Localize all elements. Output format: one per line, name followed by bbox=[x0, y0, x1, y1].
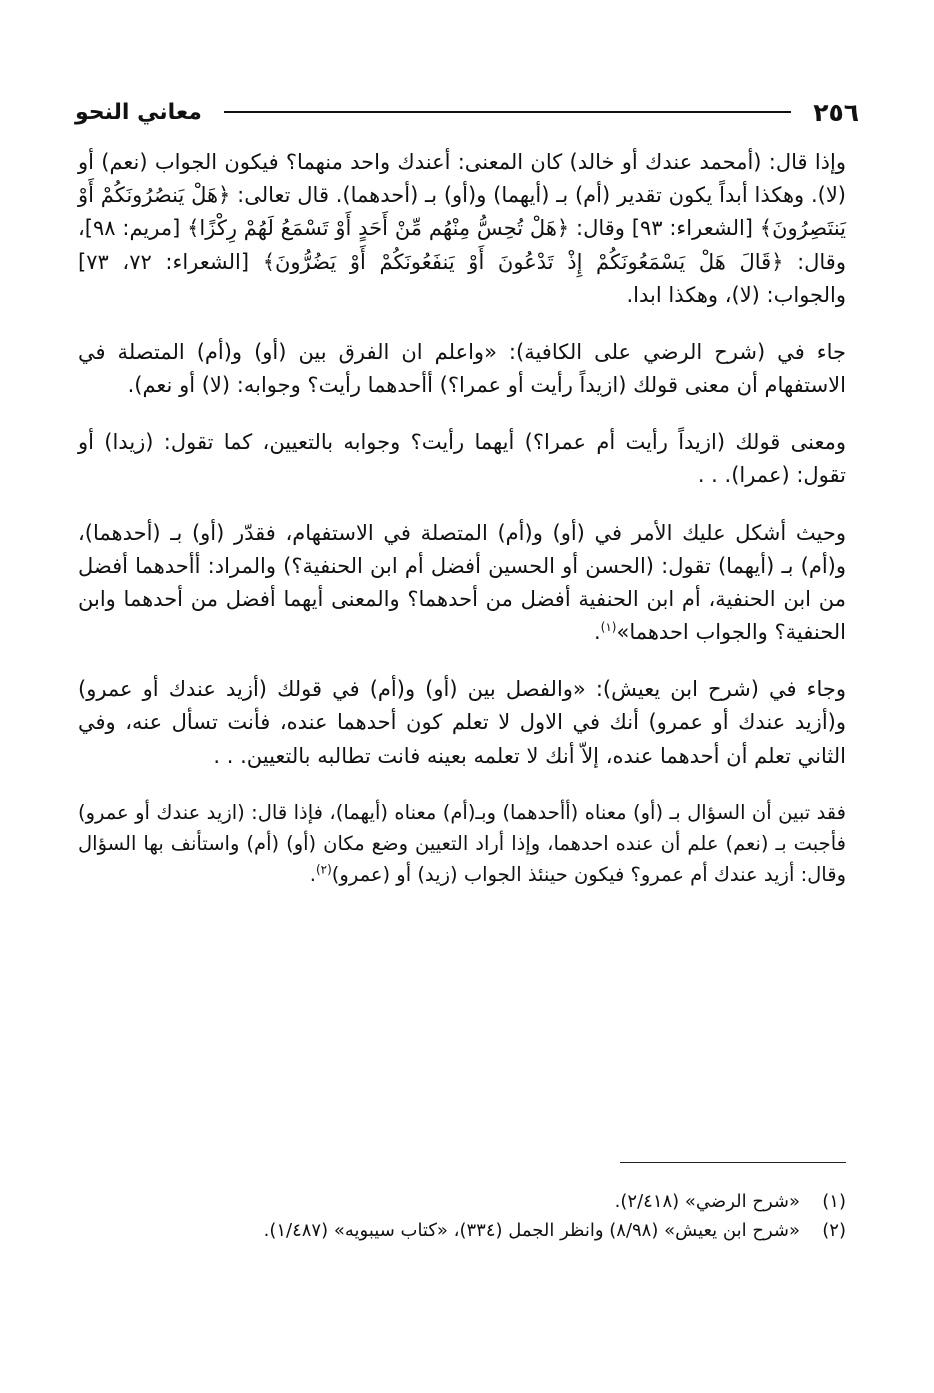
paragraph bbox=[78, 426, 846, 492]
paragraph-text: وإذا قال: (أمحمد عندك أو خالد) كان المعنى: أعندك واحد منهما؟ فيكون الجواب (نعم) أو (لا). وهكذا أبداً يكون تقدير (أم) بـ (أيهما) و(أو) بـ (أحدهما). قال تعالى: ﴿هَلْ يَنصُرُونَكُمْ أَوْ يَنتَصِرُونَ﴾ [الشعراء: ٩٣] وقال: ﴿هَلْ تُحِسُّ مِنْهُم مِّنْ أَحَدٍ أَوْ تَسْمَعُ لَهُمْ رِكْزًا﴾ [مريم: ٩٨]، وقال: ﴿قَالَ هَلْ يَسْمَعُونَكُمْ إِذْ تَدْعُونَ أَوْ يَنفَعُونَكُمْ أَوْ يَضُرُّونَ﴾ [الشعراء: ٧٢، ٧٣] والجواب: (لا)، وهكذا ابدا. bbox=[78, 150, 846, 307]
paragraph: وحيث أشكل عليك الأمر في (أو) و(أم) المتصلة في الاستفهام، فقدّر (أو) بـ (أحدهما)، و(أم) بـ (أيهما) تقول: (الحسن أو الحسين أفضل أم ابن الحنفية؟) والمراد: أأحدهما أفضل من ابن الحنفية، أم ابن الحنفية أفضل من أحدهما؟ والمعنى أيهما أفضل من أحدهما وابن الحنفية؟ والجواب احدهما»$^{(١)}$. bbox=[78, 520, 846, 645]
footnote-number: (١) bbox=[822, 1191, 846, 1212]
footnote-separator bbox=[620, 1162, 846, 1163]
page-number: ٢٥٦ bbox=[813, 97, 859, 127]
paragraph bbox=[78, 673, 846, 773]
main-content bbox=[78, 146, 846, 914]
footnote-text: «شرح ابن يعيش» (٨/٩٨) وانظر الجمل (٣٣٤)، «كتاب سيبويه» (١/٤٨٧). bbox=[263, 1219, 800, 1241]
footnote-marker: (٢) bbox=[315, 862, 332, 877]
page-header bbox=[75, 92, 859, 132]
paragraph-text: جاء في (شرح الرضي على الكافية): «واعلم ان الفرق بين (أو) و(أم) المتصلة في الاستفهام أن معنى قولك (ازيداً رأيت أو عمرا؟) أأحدهما رأيت؟ وجوابه: (لا) أو نعم). bbox=[78, 339, 846, 398]
paragraph-text: وحيث أشكل عليك الأمر في (أو) و(أم) المتصلة في الاستفهام، فقدّر (أو) بـ (أحدهما)، و(أم) بـ (أيهما) تقول: (الحسن أو الحسين أفضل أم ابن الحنفية؟) والمراد: أأحدهما أفضل من ابن الحنفية، أم ابن الحنفية أفضل من أحدهما؟ والمعنى أيهما أفضل من أحدهما وابن الحنفية؟ والجواب احدهما» bbox=[78, 520, 846, 645]
paragraph-text: ومعنى قولك (ازيداً رأيت أم عمرا؟) أيهما رأيت؟ وجوابه بالتعيين، كما تقول: (زيدا) أو تقول: (عمرا). . . bbox=[78, 430, 846, 488]
footnote bbox=[78, 1188, 846, 1217]
header-rule bbox=[224, 111, 791, 113]
paragraph bbox=[78, 146, 846, 312]
footnote-marker: (١) bbox=[600, 620, 617, 635]
paragraph-text: فقد تبين أن السؤال بـ (أو) معناه (أأحدهما) وبـ(أم) معناه (أيهما)، فإذا قال: (ازيد عندك أو عمرو) فأجبت بـ (نعم) علم أن عنده احدهما، وإذا أراد التعيين وضع مكان (أو) (أم) واستأنف بها السؤال وقال: أزيد عندك أم عمرو؟ فيكون حينئذ الجواب (زيد) أو (عمرو) bbox=[78, 800, 846, 887]
footnote-text: «شرح الرضي» (٢/٤١٨). bbox=[614, 1191, 800, 1212]
footnote-number: (٢) bbox=[822, 1219, 846, 1241]
paragraph: فقد تبين أن السؤال بـ (أو) معناه (أأحدهما) وبـ(أم) معناه (أيهما)، فإذا قال: (ازيد عندك أو عمرو) فأجبت بـ (نعم) علم أن عنده احدهما، وإذا أراد التعيين وضع مكان (أو) (أم) واستأنف بها السؤال وقال: أزيد عندك أم عمرو؟ فيكون حينئذ الجواب (زيد) أو (عمرو)$^{(٢)}$. bbox=[78, 800, 846, 887]
paragraph-text: وجاء في (شرح ابن يعيش): «والفصل بين (أو) و(أم) في قولك (أزيد عندك أو عمرو) و(أزيد عندك أو عمرو) أنك في الاول لا تعلم كون أحدهما عنده، فأنت تسأل عنه، وفي الثاني تعلم أن أحدهما عنده، إلاّ أنك لا تعلمه بعينه فانت تطالبه بالتعيين. . . bbox=[78, 677, 846, 768]
footnote bbox=[78, 1217, 846, 1246]
paragraph bbox=[78, 336, 846, 402]
book-title: معاني النحو bbox=[75, 99, 202, 125]
footnotes bbox=[78, 1188, 846, 1246]
